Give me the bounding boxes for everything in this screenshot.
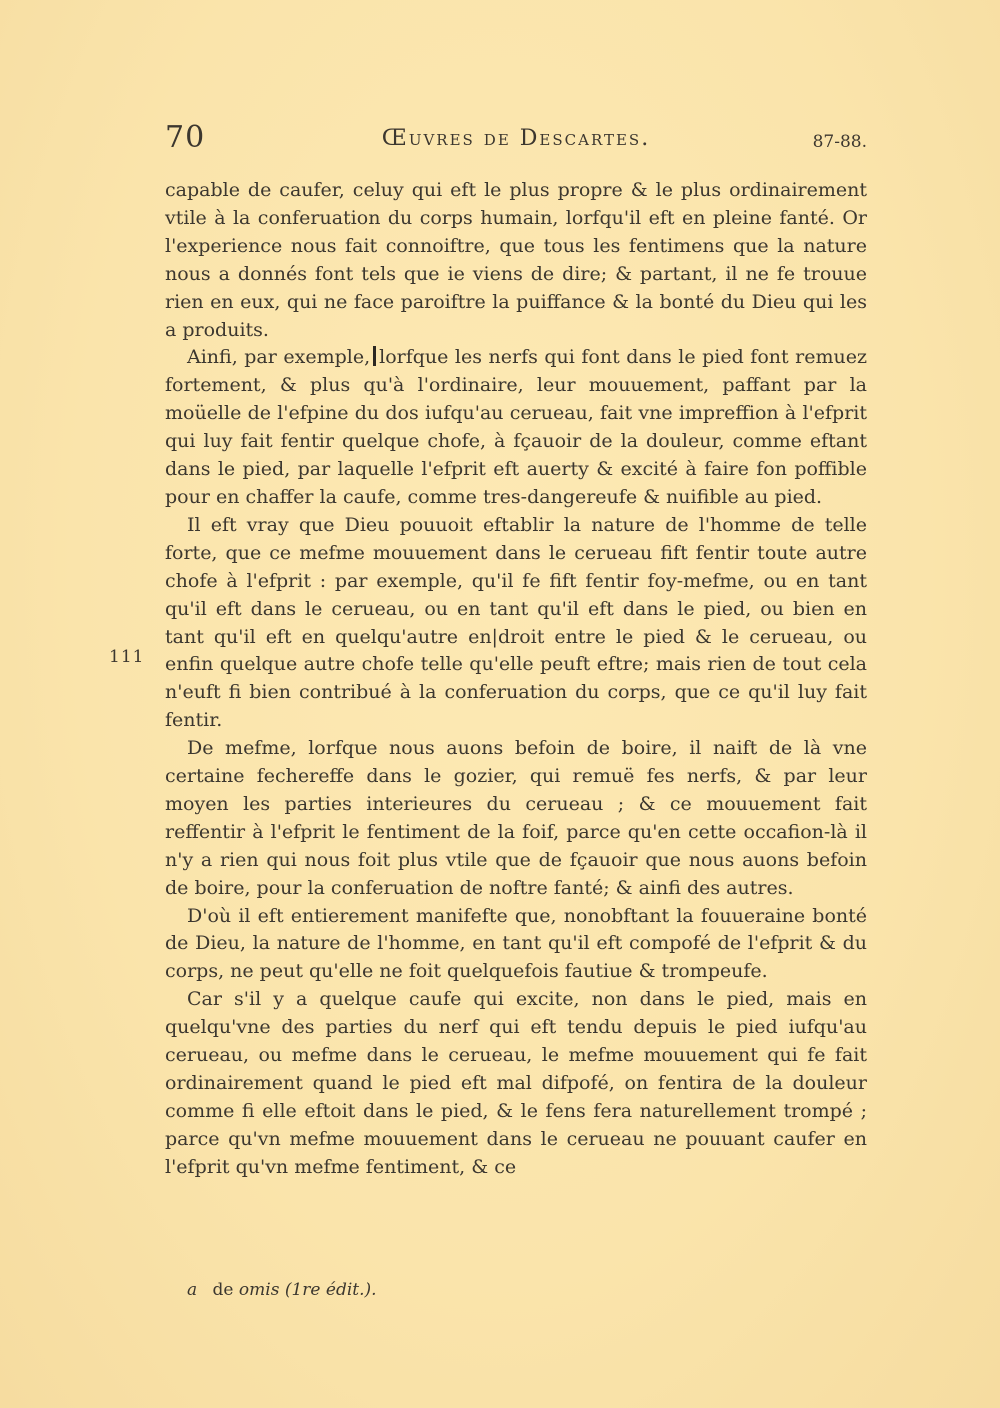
footnote-text: de [212,1280,234,1300]
paragraph: Car s'il y a quelque caufe qui excite, non dans le pied, mais en quelqu'vne des parties du nerf qui eft tendu depuis le pied iufqu'au cerueau, ou mefme dans le cerueau, le mefme mouuement qui fe fait ordinairement quand le pied eft mal difpofé, on fentira de la douleur comme fi elle eftoit dans le pied, & le fens fera naturellement trompé ; parce qu'vn mefme mouuement dans le cerueau ne pouuant caufer en l'efprit qu'vn mefme fentiment, & ce [165,988,867,1178]
paragraph: D'où il eft entierement manifefte que, nonobftant la fouueraine bonté de Dieu, la nature de l'homme, en tant qu'il eft compofé de l'efprit & du corps, ne peut qu'elle ne foit quelquefois fautiue & trompeufe. [165,904,867,983]
paragraph [165,344,867,511]
footnote-edition: (1re édit.). [284,1280,377,1300]
edition-page-reference: 87-88. [812,132,867,152]
paragraph: Il eft vray que Dieu pouuoit eftablir la nature de l'homme de telle forte, que ce mefme mouuement dans le cerueau fift fentir toute autre chofe à l'efprit : par exemple, qu'il fe fift fentir foy-mefme, ou en tant qu'il eft dans le cerueau, ou en tant qu'il eft dans le pied, ou bien en tant qu'il eft en quelqu'autre en|droit entre le pied & le cerueau, ou enfin quelque autre chofe telle qu'elle peuft eftre; mais rien de tout cela n'euft fi bien contribué à la conferuation du corps, que ce qu'il luy fait fentir. [165,513,867,732]
running-title: Œuvres de Descartes. [381,126,651,151]
page-break-marker [373,346,376,366]
paragraph: capable de caufer, celuy qui eft le plus propre & le plus ordinairement vtile à la conferuation du corps humain, lorfqu'il eft en pleine fanté. Or l'experience nous fait connoiftre, que tous les fentimens que la nature nous a donnés font tels que ie viens de dire; & partant, il ne fe trouue rien en eux, qui ne face paroiftre la puiffance & la bonté du Dieu qui les a produits. [165,179,867,341]
running-head [165,120,867,168]
paragraph: De mefme, lorfque nous auons befoin de boire, il naift de là vne certaine fechereffe dans le gozier, qui remuë fes nerfs, & par leur moyen les parties interieures du cerueau ; & ce mouuement fait reffentir à l'efprit le fentiment de la foif, parce qu'en cette occafion-là il n'y a rien qui nous foit plus vtile que de fçauoir que nous auons befoin de boire, pour la conferuation de noftre fanté; & ainfi des autres. [165,737,867,899]
footnote-letter: a [187,1280,198,1300]
body-text [165,177,867,1182]
paragraph-opening: Ainfi, par exemple, [187,346,371,369]
margin-line-number: 111 [109,647,145,667]
page-number: 70 [165,120,206,155]
footnote-italic: omis [238,1280,280,1300]
footnote [187,1280,377,1300]
paragraph-continuation: lorfque les nerfs qui font dans le pied font remuez fortement, & plus qu'à l'ordinaire, leur mouuement, paffant par la moüelle de l'efpine du dos iufqu'au cerueau, fait vne impreffion à l'efprit qui luy fait fentir quelque chofe, à fçauoir de la douleur, comme eftant dans le pied, par laquelle l'efprit eft auerty & excité à faire fon poffible pour en chaffer la caufe, comme tres-dangereufe & nuifible au pied. [165,346,867,508]
